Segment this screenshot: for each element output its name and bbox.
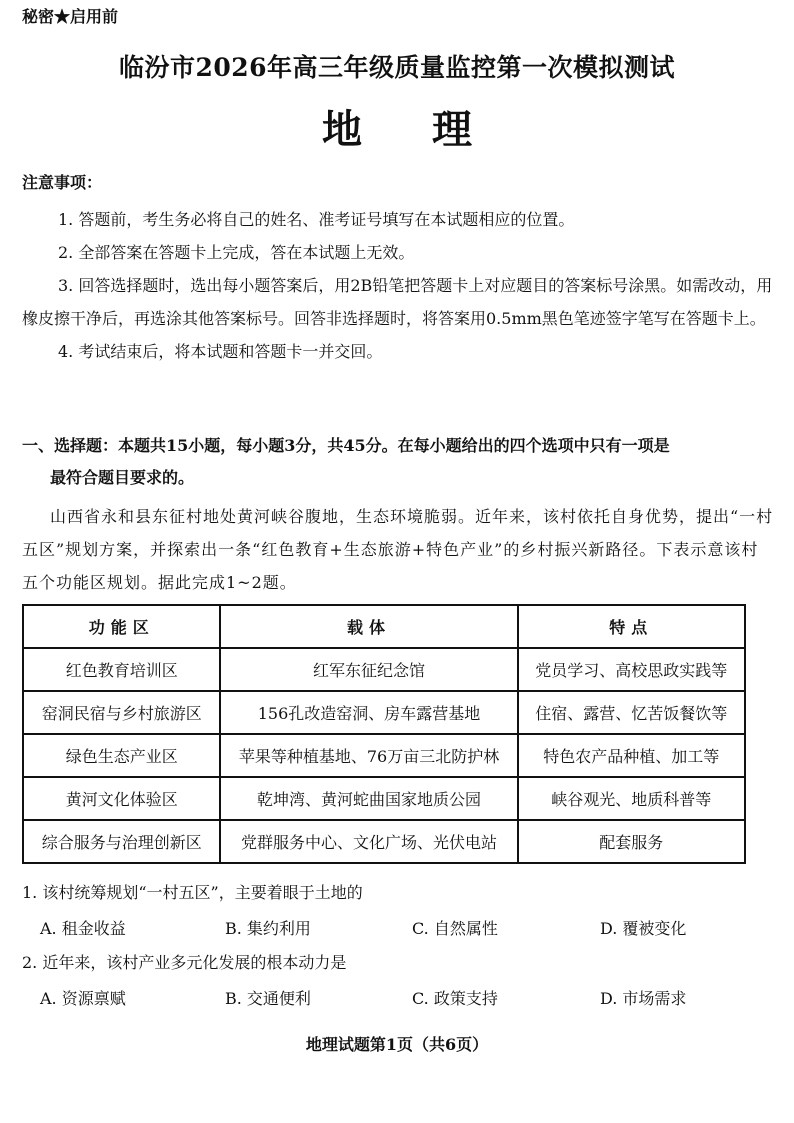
table-row — [23, 648, 745, 691]
table-header-cell: 特点 — [518, 605, 745, 648]
option-d: D. 覆被变化 — [600, 919, 687, 938]
section-heading-line: 最符合题目要求的。 — [50, 468, 195, 487]
table-cell: 苹果等种植基地、76万亩三北防护林 — [220, 734, 517, 777]
function-zone-table — [22, 604, 746, 864]
table-cell: 窑洞民宿与乡村旅游区 — [23, 691, 220, 734]
table-cell: 156孔改造窑洞、房车露营基地 — [220, 691, 517, 734]
notice-item: 4. 考试结束后，将本试题和答题卡一并交回。 — [58, 342, 383, 361]
option-c: C. 自然属性 — [412, 919, 498, 938]
notice-list — [22, 203, 774, 368]
table-row — [23, 691, 745, 734]
notice-item: 1. 答题前，考生务必将自己的姓名、准考证号填写在本试题相应的位置。 — [58, 210, 575, 229]
question-stem: 2. 近年来，该村产业多元化发展的根本动力是 — [22, 953, 347, 972]
table-cell: 党员学习、高校思政实践等 — [518, 648, 745, 691]
secret-label: 秘密★启用前 — [22, 7, 119, 26]
table-cell: 综合服务与治理创新区 — [23, 820, 220, 863]
table-cell: 配套服务 — [518, 820, 745, 863]
table-row — [23, 820, 745, 863]
table-cell: 红军东征纪念馆 — [220, 648, 517, 691]
notice-item: 3. 回答选择题时，选出每小题答案后，用2B铅笔把答题卡上对应题目的答案标号涂黑。如需改动，用橡皮擦干净后，再选涂其他答案标号。回答非选择题时，将答案用0.5mm黑色笔迹签字笔写在答题卡上。 — [22, 276, 773, 328]
table-cell: 住宿、露营、忆苦饭餐饮等 — [518, 691, 745, 734]
table-cell: 党群服务中心、文化广场、光伏电站 — [220, 820, 517, 863]
table-cell: 绿色生态产业区 — [23, 734, 220, 777]
table-header-row — [23, 605, 745, 648]
section-heading — [22, 430, 774, 494]
option-b: B. 交通便利 — [225, 989, 311, 1008]
page-footer: 地理试题第1页（共6页） — [305, 1035, 489, 1054]
subject-title: 地理 — [322, 106, 542, 153]
exam-title: 临汾市2026年高三年级质量监控第一次模拟测试 — [118, 53, 676, 82]
option-c: C. 政策支持 — [412, 989, 498, 1008]
option-b: B. 集约利用 — [225, 919, 311, 938]
table-cell: 红色教育培训区 — [23, 648, 220, 691]
section-heading-line: 一、选择题：本题共15小题，每小题3分，共45分。在每小题给出的四个选项中只有一项是 — [22, 436, 670, 455]
table-cell: 峡谷观光、地质科普等 — [518, 777, 745, 820]
notice-item: 2. 全部答案在答题卡上完成，答在本试题上无效。 — [58, 243, 415, 262]
table-row — [23, 777, 745, 820]
table-cell: 乾坤湾、黄河蛇曲国家地质公园 — [220, 777, 517, 820]
notice-heading: 注意事项： — [22, 173, 103, 192]
table-row — [23, 734, 745, 777]
option-d: D. 市场需求 — [600, 989, 687, 1008]
option-a: A. 租金收益 — [40, 919, 126, 938]
reading-passage: 山西省永和县东征村地处黄河峡谷腹地，生态环境脆弱。近年来，该村依托自身优势，提出“一村五区”规划方案，并探索出一条“红色教育+生态旅游+特色产业”的乡村振兴新路径。下表示意该村五个功能区规划。据此完成1~2题。 — [22, 507, 774, 592]
table-header-cell: 功能区 — [23, 605, 220, 648]
table-cell: 特色农产品种植、加工等 — [518, 734, 745, 777]
table-header-cell: 载体 — [220, 605, 517, 648]
option-a: A. 资源禀赋 — [40, 989, 126, 1008]
table-cell: 黄河文化体验区 — [23, 777, 220, 820]
question-stem: 1. 该村统筹规划“一村五区”，主要着眼于土地的 — [22, 883, 363, 902]
